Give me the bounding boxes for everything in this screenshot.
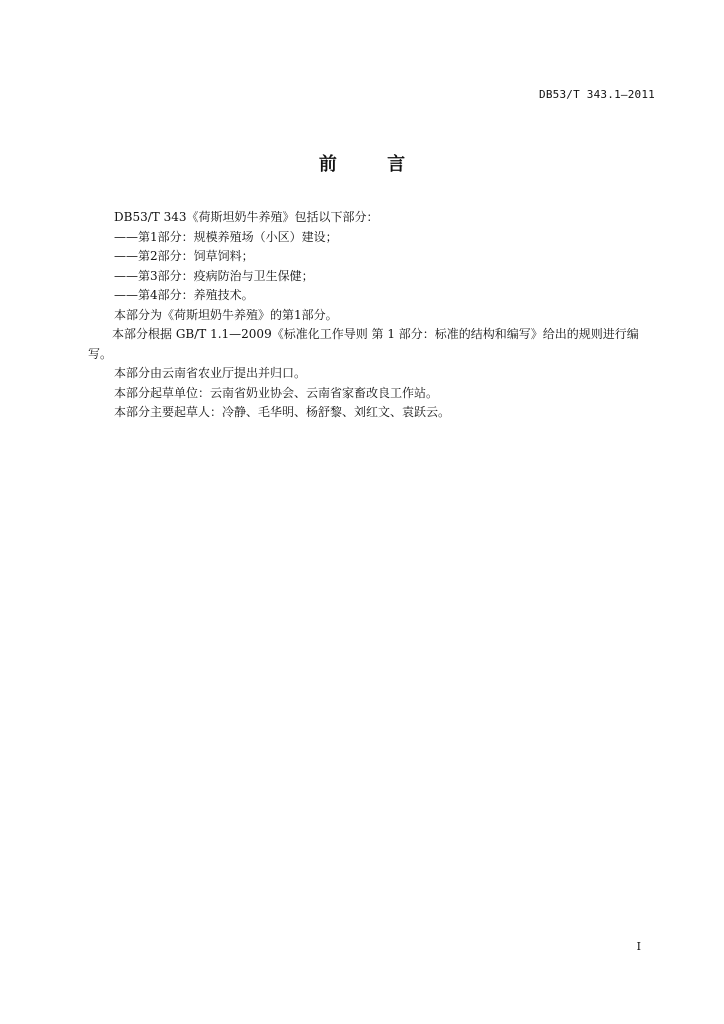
- paragraph-part-statement: 本部分为《荷斯坦奶牛养殖》的第1部分。: [114, 307, 338, 322]
- list-item-part-1: ——第1部分：规模养殖场（小区）建设；: [114, 229, 338, 244]
- foreword-body: [90, 208, 656, 423]
- page-number: I: [636, 940, 641, 953]
- list-item-part-2: ——第2部分：饲草饲料；: [114, 249, 254, 263]
- paragraph-drafting-rules: 本部分根据 GB/T 1.1—2009《标准化工作导则 第 1 部分：标准的结构和编写》给出的规则进行编写。: [88, 327, 639, 361]
- paragraph-proposer: 本部分由云南省农业厅提出并归口。: [114, 366, 307, 380]
- paragraph-intro: DB53/T 343《荷斯坦奶牛养殖》包括以下部分：: [114, 210, 379, 224]
- page-title: 前 言: [318, 154, 428, 175]
- list-item-part-4: ——第4部分：养殖技术。: [114, 288, 254, 302]
- standard-code-header: DB53/T 343.1—2011: [539, 88, 655, 101]
- list-item-part-3: ——第3部分：疫病防治与卫生保健；: [114, 268, 314, 283]
- paragraph-drafting-units: 本部分起草单位：云南省奶业协会、云南省家畜改良工作站。: [114, 385, 439, 400]
- paragraph-drafters: 本部分主要起草人：冷静、毛华明、杨舒黎、刘红文、袁跃云。: [114, 405, 451, 419]
